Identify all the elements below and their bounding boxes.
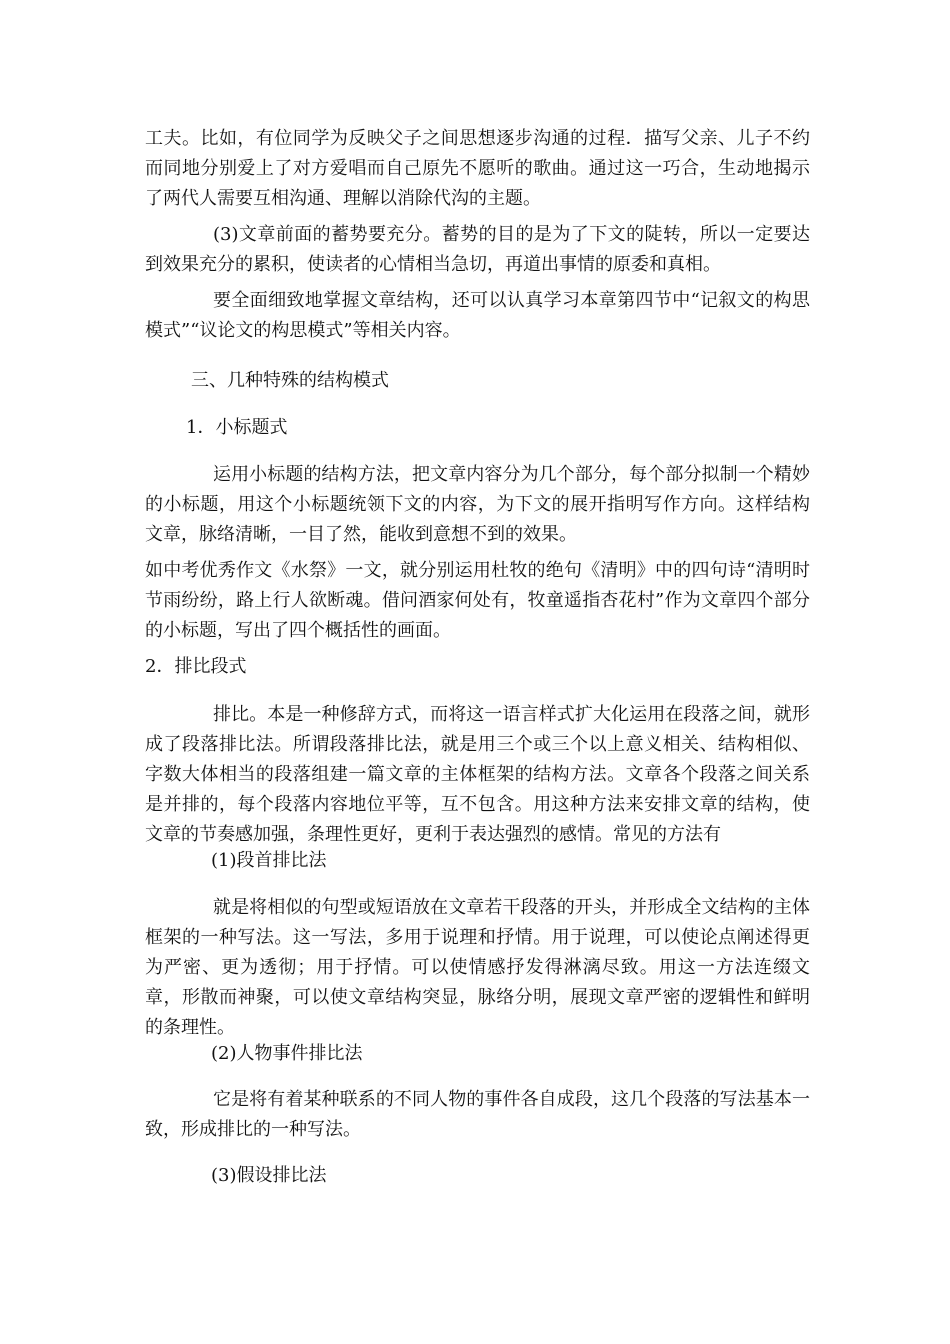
subheading-parallel-paragraph-style: 2．排比段式 bbox=[145, 656, 247, 677]
paragraph-parallel-definition: 排比。本是一种修辞方式，而将这一语言样式扩大化运用在段落之间，就形成了段落排比法。所谓段落排比法，就是用三个或三个以上意义相关、结构相似、字数大体相当的段落组建一篇文章的主体框架的结构方法。文章各个段落之间关系是并排的，每个段落内容地位平等，互不包含。用这种方法来安排文章的结构，使文章的节奏感加强，条理性更好，更利于表达强烈的感情。常见的方法有 bbox=[145, 704, 810, 845]
paragraph-structure-note: 要全面细致地掌握文章结构，还可以认真学习本章第四节中“记叙文的构思模式”“议论文的构思模式”等相关内容。 bbox=[145, 290, 810, 341]
subheading-opening-parallel: (1)段首排比法 bbox=[211, 850, 327, 871]
paragraph-opening-parallel: 就是将相似的句型或短语放在文章若干段落的开头，并形成全文结构的主体框架的一种写法。这一写法，多用于说理和抒情。用于说理，可以使论点阐述得更为严密、更为透彻；用于抒情。可以使情感抒发得淋漓尽致。用这一方法连缀文章，形散而神聚，可以使文章结构突显，脉络分明，展现文章严密的逻辑性和鲜明的条理性。 bbox=[145, 897, 810, 1038]
section-heading-special-structures: 三、几种特殊的结构模式 bbox=[191, 370, 389, 391]
subheading-subtitle-style: 1．小标题式 bbox=[186, 417, 288, 438]
subheading-character-event-parallel: (2)人物事件排比法 bbox=[211, 1043, 363, 1064]
paragraph-subtitle-method: 运用小标题的结构方法，把文章内容分为几个部分，每个部分拟制一个精妙的小标题，用这个小标题统领下文的内容，为下文的展开指明写作方向。这样结构文章，脉络清晰，一目了然，能收到意想不到的效果。 bbox=[145, 464, 810, 545]
subheading-hypothetical-parallel: (3)假设排比法 bbox=[211, 1165, 327, 1186]
paragraph-subtitle-example: 如中考优秀作文《水祭》一文，就分别运用杜牧的绝句《清明》中的四句诗“清明时节雨纷纷，路上行人欲断魂。借问酒家何处有，牧童遥指杏花村”作为文章四个部分的小标题，写出了四个概括性的画面。 bbox=[145, 560, 810, 641]
paragraph-continuation: 工夫。比如，有位同学为反映父子之间思想逐步沟通的过程．描写父亲、儿子不约而同地分别爱上了对方爱唱而自己原先不愿听的歌曲。通过这一巧合，生动地揭示了两代人需要互相沟通、理解以消除代沟的主题。 bbox=[145, 128, 810, 209]
paragraph-character-event-parallel: 它是将有着某种联系的不同人物的事件各自成段，这几个段落的写法基本一致，形成排比的一种写法。 bbox=[145, 1089, 810, 1140]
paragraph-buildup: (3)文章前面的蓄势要充分。蓄势的目的是为了下文的陡转，所以一定要达到效果充分的累积，使读者的心情相当急切，再道出事情的原委和真相。 bbox=[145, 224, 810, 275]
